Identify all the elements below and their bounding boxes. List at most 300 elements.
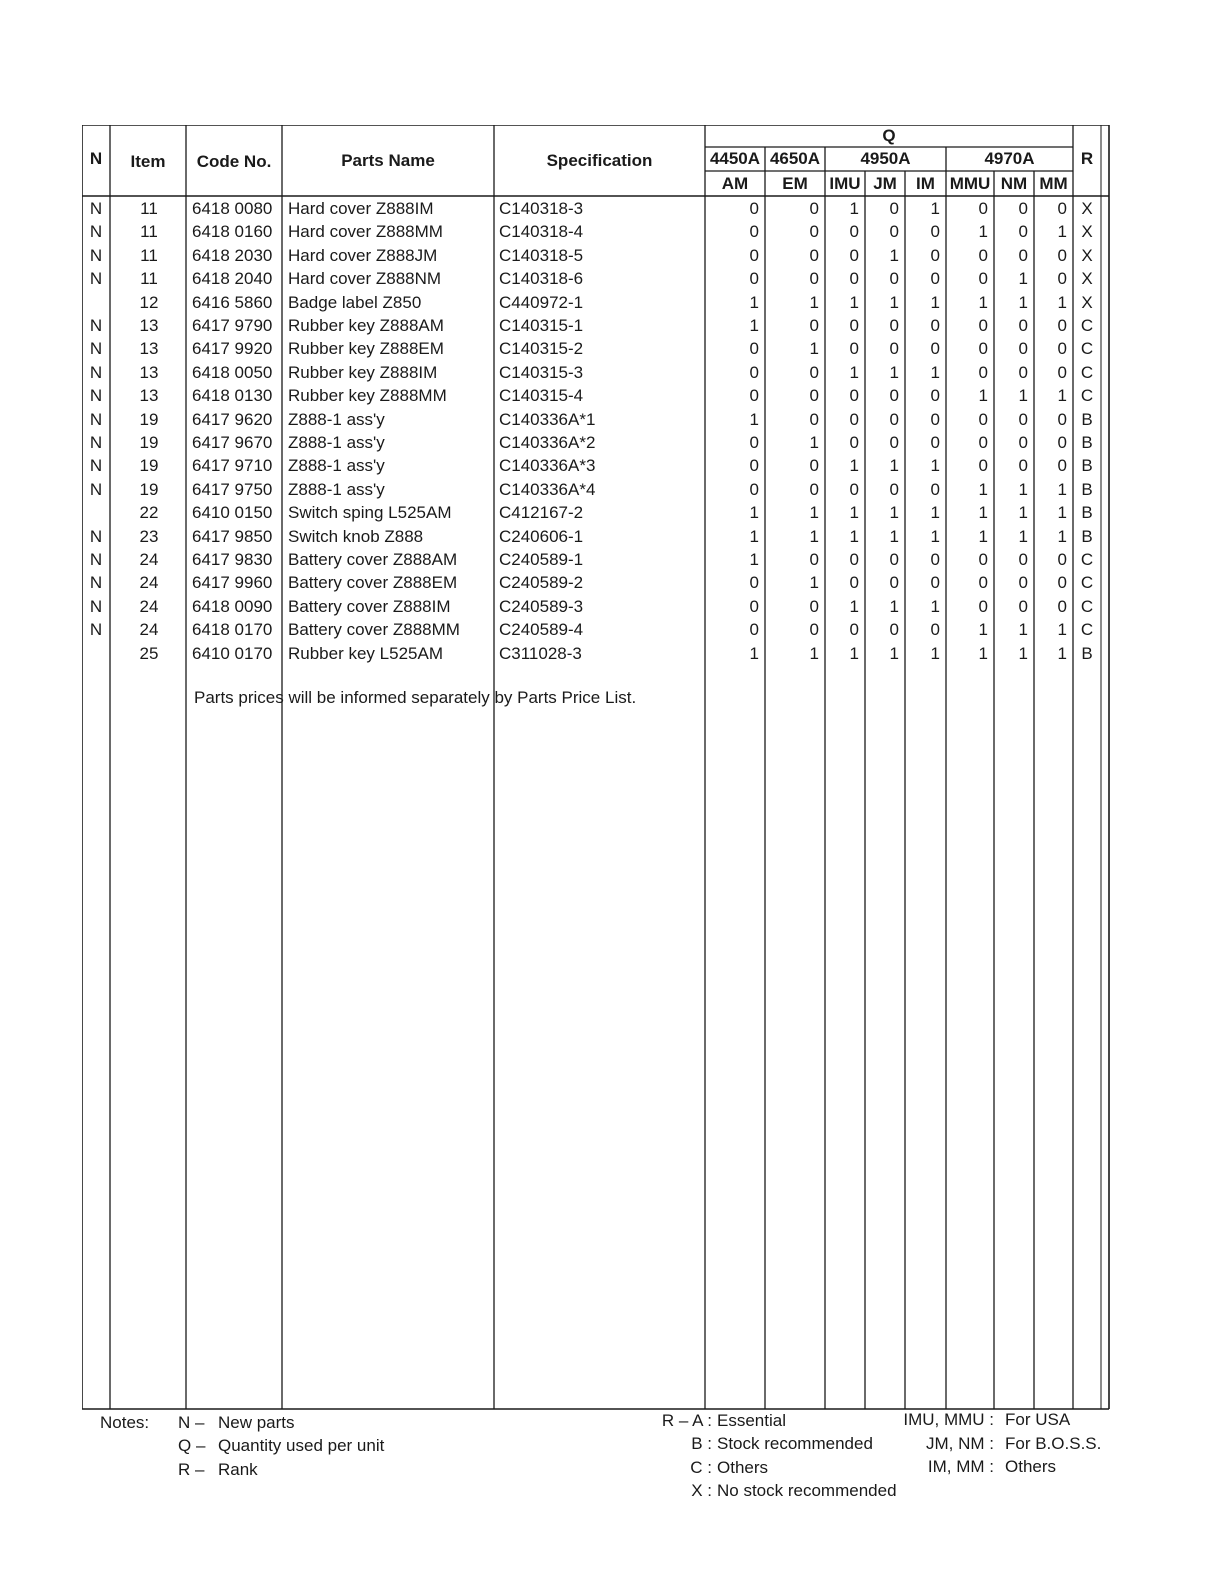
row-qty: 1 — [1057, 479, 1067, 499]
rank-text: Others — [717, 1458, 769, 1477]
header-variant-mmu: MMU — [949, 174, 991, 193]
row-parts-name: Battery cover Z888EM — [288, 573, 458, 593]
row-qty: 1 — [889, 526, 899, 546]
row-parts-name: Battery cover Z888AM — [288, 550, 458, 569]
row-qty: 0 — [749, 596, 759, 616]
row-qty: 0 — [849, 409, 859, 429]
row-item: 24 — [139, 596, 159, 616]
row-qty: 1 — [930, 456, 940, 476]
row-qty: 1 — [889, 643, 899, 663]
row-qty: 0 — [749, 245, 759, 265]
row-qty: 0 — [889, 339, 899, 359]
row-qty: 0 — [849, 339, 859, 359]
row-parts-name: Hard cover Z888JM — [288, 245, 438, 265]
row-specification: C440972-1 — [499, 292, 584, 312]
header-specification: Specification — [546, 151, 653, 170]
header-model-4970a: 4970A — [984, 149, 1035, 168]
header-variant-nm: NM — [1000, 174, 1028, 193]
row-qty: 0 — [978, 269, 988, 289]
row-parts-name: Hard cover Z888MM — [288, 222, 443, 242]
row-qty: 0 — [749, 222, 759, 242]
header-q: Q — [882, 126, 896, 145]
row-qty: 1 — [1018, 292, 1028, 312]
row-qty: 1 — [849, 643, 859, 663]
row-new-flag: N — [89, 526, 103, 546]
header-model-4650a: 4650A — [769, 149, 821, 168]
rank-text: Stock recommended — [717, 1434, 873, 1453]
row-qty: 0 — [930, 386, 940, 406]
row-rank: B — [1081, 479, 1093, 499]
row-parts-name: Z888-1 ass'y — [288, 479, 385, 499]
row-qty: 1 — [930, 503, 940, 523]
row-qty: 1 — [809, 643, 819, 663]
header-model-4450a: 4450A — [709, 149, 761, 168]
row-qty: 1 — [809, 503, 819, 523]
row-qty: 1 — [1057, 292, 1067, 312]
row-qty: 0 — [930, 245, 940, 265]
row-qty: 0 — [749, 573, 759, 593]
market-text: For USA — [1005, 1410, 1071, 1429]
row-qty: 1 — [889, 362, 899, 382]
row-qty: 0 — [749, 479, 759, 499]
row-qty: 1 — [849, 596, 859, 616]
row-qty: 0 — [889, 386, 899, 406]
row-specification: C140318-3 — [499, 199, 584, 218]
row-item: 13 — [139, 386, 159, 406]
row-code-no: 6417 9830 — [192, 550, 273, 569]
row-item: 13 — [139, 316, 159, 335]
row-code-no: 6418 0170 — [192, 620, 273, 640]
row-qty: 1 — [1018, 386, 1028, 406]
row-qty: 0 — [1057, 433, 1067, 452]
market-key: JM, NM : — [926, 1434, 994, 1453]
row-qty: 1 — [749, 409, 759, 429]
header-parts-name: Parts Name — [341, 151, 435, 170]
row-rank: X — [1081, 222, 1093, 242]
row-qty: 0 — [930, 573, 940, 593]
row-qty: 0 — [978, 339, 988, 359]
row-parts-name: Z888-1 ass'y — [288, 456, 385, 476]
header-variant-em: EM — [782, 174, 808, 193]
row-qty: 0 — [930, 269, 940, 289]
row-qty: 0 — [930, 222, 940, 242]
row-specification: C140336A*4 — [499, 479, 596, 499]
header-r: R — [1080, 149, 1094, 168]
row-code-no: 6416 5860 — [192, 292, 273, 312]
row-qty: 0 — [978, 199, 988, 218]
row-qty: 0 — [978, 362, 988, 382]
row-qty: 1 — [749, 643, 759, 663]
row-item: 19 — [139, 433, 159, 452]
row-parts-name: Rubber key Z888MM — [288, 386, 447, 406]
row-qty: 0 — [930, 316, 940, 335]
row-qty: 0 — [749, 199, 759, 218]
row-rank: B — [1081, 503, 1093, 523]
row-qty: 0 — [978, 573, 988, 593]
row-qty: 0 — [930, 479, 940, 499]
row-qty: 1 — [1057, 643, 1067, 663]
row-qty: 1 — [849, 503, 859, 523]
row-new-flag: N — [89, 339, 103, 359]
legend-key: Q – — [178, 1436, 206, 1455]
row-qty: 1 — [849, 292, 859, 312]
row-new-flag: N — [89, 199, 103, 218]
row-qty: 0 — [809, 199, 819, 218]
header-n: N — [89, 149, 103, 168]
header-model-4950a: 4950A — [860, 149, 911, 168]
row-qty: 0 — [849, 550, 859, 569]
row-qty: 0 — [849, 433, 859, 452]
row-qty: 1 — [889, 596, 899, 616]
row-qty: 1 — [889, 456, 899, 476]
row-new-flag: N — [89, 362, 103, 382]
rank-key: X : — [691, 1481, 712, 1500]
row-code-no: 6417 9750 — [192, 479, 273, 499]
row-item: 23 — [139, 526, 159, 546]
legend-text: Quantity used per unit — [218, 1436, 385, 1455]
row-rank: C — [1080, 362, 1094, 382]
legend-text: Rank — [218, 1460, 258, 1479]
row-qty: 0 — [978, 596, 988, 616]
row-qty: 0 — [889, 316, 899, 335]
legend-key: R – — [178, 1460, 205, 1479]
row-new-flag: N — [89, 386, 103, 406]
notes-label: Notes: — [100, 1413, 150, 1432]
row-qty: 0 — [889, 479, 899, 499]
row-parts-name: Z888-1 ass'y — [288, 433, 385, 452]
row-qty: 0 — [1057, 245, 1067, 265]
row-qty: 0 — [809, 550, 819, 569]
row-qty: 1 — [1018, 643, 1028, 663]
row-specification: C240606-1 — [499, 526, 584, 546]
row-rank: B — [1081, 456, 1093, 476]
row-qty: 1 — [1018, 479, 1028, 499]
row-rank: B — [1081, 643, 1093, 663]
row-parts-name: Badge label Z850 — [288, 292, 422, 312]
row-rank: C — [1080, 573, 1094, 593]
row-code-no: 6417 9960 — [192, 573, 273, 593]
rank-key: R – A : — [661, 1411, 712, 1430]
row-qty: 0 — [978, 409, 988, 429]
row-qty: 0 — [889, 199, 899, 218]
row-qty: 1 — [849, 526, 859, 546]
row-qty: 0 — [1018, 362, 1028, 382]
row-specification: C240589-1 — [499, 550, 584, 569]
row-new-flag: N — [89, 620, 103, 640]
row-parts-name: Battery cover Z888MM — [288, 620, 460, 640]
row-code-no: 6418 0160 — [192, 222, 273, 242]
row-qty: 0 — [809, 269, 819, 289]
row-qty: 0 — [1057, 362, 1067, 382]
row-qty: 0 — [849, 479, 859, 499]
row-qty: 1 — [978, 503, 988, 523]
row-rank: C — [1080, 339, 1094, 359]
row-code-no: 6418 0050 — [192, 362, 273, 382]
row-item: 24 — [139, 620, 159, 640]
row-rank: B — [1081, 433, 1093, 452]
row-new-flag: N — [89, 433, 103, 452]
row-qty: 0 — [849, 620, 859, 640]
row-item: 12 — [139, 292, 159, 312]
row-qty: 0 — [849, 316, 859, 335]
row-item: 19 — [139, 456, 159, 476]
legend-key: N – — [178, 1413, 205, 1432]
row-rank: C — [1080, 620, 1094, 640]
row-qty: 1 — [1057, 620, 1067, 640]
row-qty: 1 — [749, 316, 759, 335]
header-code-no: Code No. — [196, 152, 272, 171]
row-qty: 0 — [809, 245, 819, 265]
row-qty: 1 — [930, 199, 940, 218]
rank-text: Essential — [717, 1411, 786, 1430]
parts-table — [82, 125, 1110, 1410]
row-qty: 0 — [978, 316, 988, 335]
row-item: 11 — [140, 199, 158, 218]
row-code-no: 6418 0130 — [192, 386, 273, 406]
row-qty: 0 — [1057, 409, 1067, 429]
row-qty: 0 — [849, 245, 859, 265]
row-code-no: 6418 0080 — [192, 199, 273, 218]
row-qty: 1 — [809, 526, 819, 546]
row-qty: 0 — [849, 386, 859, 406]
row-specification: C140315-3 — [499, 362, 584, 382]
row-qty: 0 — [1057, 269, 1067, 289]
row-qty: 1 — [978, 222, 988, 242]
row-rank: C — [1080, 386, 1094, 406]
row-specification: C140315-4 — [499, 386, 584, 406]
row-specification: C140315-1 — [499, 316, 584, 335]
row-qty: 0 — [889, 550, 899, 569]
row-qty: 0 — [749, 386, 759, 406]
row-new-flag: N — [89, 479, 103, 499]
row-qty: 0 — [978, 550, 988, 569]
row-qty: 1 — [978, 620, 988, 640]
row-qty: 1 — [849, 456, 859, 476]
row-qty: 0 — [1057, 596, 1067, 616]
row-item: 24 — [139, 550, 159, 569]
row-qty: 0 — [930, 433, 940, 452]
row-rank: X — [1081, 199, 1093, 218]
row-code-no: 6410 0150 — [192, 503, 273, 523]
header-variant-mm: MM — [1039, 174, 1068, 193]
row-qty: 1 — [978, 643, 988, 663]
row-item: 19 — [139, 409, 159, 429]
row-qty: 0 — [749, 433, 759, 452]
row-qty: 1 — [809, 573, 819, 593]
row-specification: C140336A*3 — [499, 456, 596, 476]
row-parts-name: Rubber key Z888AM — [288, 316, 444, 335]
row-qty: 1 — [889, 245, 899, 265]
row-rank: X — [1081, 245, 1093, 265]
row-qty: 0 — [1018, 550, 1028, 569]
header-variant-jm: JM — [873, 174, 897, 193]
row-code-no: 6417 9790 — [192, 316, 273, 335]
row-qty: 0 — [889, 409, 899, 429]
row-parts-name: Switch sping L525AM — [288, 503, 452, 523]
row-parts-name: Rubber key Z888IM — [288, 362, 438, 382]
row-qty: 0 — [1057, 316, 1067, 335]
row-qty: 0 — [809, 479, 819, 499]
row-qty: 1 — [1018, 526, 1028, 546]
row-qty: 0 — [1018, 222, 1028, 242]
market-text: For B.O.S.S. — [1005, 1434, 1102, 1453]
row-rank: B — [1081, 409, 1093, 429]
row-item: 22 — [139, 503, 159, 523]
market-text: Others — [1005, 1457, 1057, 1476]
row-code-no: 6418 2040 — [192, 269, 273, 289]
row-qty: 1 — [809, 339, 819, 359]
row-qty: 0 — [1018, 199, 1028, 218]
row-qty: 0 — [749, 269, 759, 289]
row-qty: 0 — [1018, 339, 1028, 359]
row-rank: C — [1080, 316, 1094, 335]
row-qty: 0 — [849, 573, 859, 593]
row-qty: 1 — [889, 292, 899, 312]
row-item: 13 — [139, 362, 159, 382]
row-qty: 0 — [1057, 573, 1067, 593]
row-new-flag: N — [89, 550, 103, 569]
row-qty: 0 — [978, 456, 988, 476]
row-qty: 0 — [809, 362, 819, 382]
row-code-no: 6417 9920 — [192, 339, 273, 359]
row-item: 11 — [140, 269, 158, 289]
row-new-flag: N — [89, 222, 103, 242]
row-qty: 0 — [889, 222, 899, 242]
header-variant-am: AM — [721, 174, 749, 193]
row-qty: 1 — [1057, 222, 1067, 242]
row-qty: 0 — [889, 573, 899, 593]
row-qty: 0 — [930, 620, 940, 640]
row-rank: B — [1081, 526, 1093, 546]
row-code-no: 6417 9850 — [192, 526, 273, 546]
row-qty: 1 — [1057, 503, 1067, 523]
header-variant-im: IM — [916, 174, 935, 193]
header-variant-imu: IMU — [829, 174, 861, 193]
row-parts-name: Z888-1 ass'y — [288, 409, 385, 429]
row-qty: 1 — [978, 386, 988, 406]
row-qty: 0 — [809, 222, 819, 242]
row-qty: 1 — [978, 292, 988, 312]
row-code-no: 6410 0170 — [192, 643, 273, 663]
row-specification: C140318-5 — [499, 245, 584, 265]
price-note: Parts prices will be informed separately by Parts Price List. — [194, 688, 637, 707]
row-code-no: 6417 9620 — [192, 409, 273, 429]
row-qty: 0 — [930, 409, 940, 429]
row-qty: 0 — [749, 456, 759, 476]
row-specification: C140315-2 — [499, 339, 584, 359]
row-rank: C — [1080, 596, 1094, 616]
legend-text: New parts — [218, 1413, 295, 1432]
row-qty: 0 — [849, 269, 859, 289]
row-qty: 1 — [749, 292, 759, 312]
row-qty: 0 — [1018, 456, 1028, 476]
row-rank: X — [1081, 269, 1093, 289]
row-specification: C140336A*1 — [499, 409, 596, 429]
row-parts-name: Hard cover Z888NM — [288, 269, 442, 289]
row-qty: 0 — [889, 433, 899, 452]
row-specification: C140318-4 — [499, 222, 584, 242]
row-qty: 1 — [749, 503, 759, 523]
row-qty: 0 — [809, 456, 819, 476]
row-qty: 1 — [1018, 503, 1028, 523]
row-qty: 1 — [889, 503, 899, 523]
row-qty: 0 — [978, 245, 988, 265]
row-qty: 1 — [1018, 620, 1028, 640]
row-qty: 1 — [749, 550, 759, 569]
row-qty: 1 — [749, 526, 759, 546]
row-code-no: 6417 9710 — [192, 456, 273, 476]
row-new-flag: N — [89, 409, 103, 429]
row-qty: 1 — [809, 292, 819, 312]
row-qty: 1 — [930, 362, 940, 382]
row-new-flag: N — [89, 596, 103, 616]
row-specification: C240589-2 — [499, 573, 584, 593]
row-item: 11 — [140, 222, 158, 242]
row-qty: 0 — [749, 620, 759, 640]
row-qty: 1 — [809, 433, 819, 452]
row-qty: 0 — [749, 339, 759, 359]
row-specification: C240589-4 — [499, 620, 584, 640]
row-qty: 0 — [809, 409, 819, 429]
row-parts-name: Battery cover Z888IM — [288, 596, 451, 616]
row-qty: 0 — [1018, 596, 1028, 616]
row-qty: 0 — [889, 620, 899, 640]
row-qty: 0 — [809, 316, 819, 335]
row-qty: 0 — [1018, 433, 1028, 452]
row-item: 13 — [139, 339, 159, 359]
rank-key: B : — [691, 1434, 712, 1453]
row-qty: 0 — [809, 596, 819, 616]
row-qty: 0 — [1057, 550, 1067, 569]
row-parts-name: Switch knob Z888 — [288, 526, 424, 546]
row-rank: X — [1081, 292, 1093, 312]
row-specification: C140318-6 — [499, 269, 584, 289]
row-qty: 0 — [978, 433, 988, 452]
row-item: 25 — [139, 643, 159, 663]
row-specification: C140336A*2 — [499, 433, 596, 452]
rank-text: No stock recommended — [717, 1481, 897, 1500]
row-specification: C412167-2 — [499, 503, 584, 523]
row-new-flag: N — [89, 269, 103, 289]
row-qty: 1 — [1057, 526, 1067, 546]
row-parts-name: Rubber key Z888EM — [288, 339, 444, 359]
row-item: 11 — [140, 245, 158, 265]
row-qty: 1 — [978, 526, 988, 546]
row-code-no: 6418 2030 — [192, 245, 273, 265]
row-qty: 0 — [1018, 409, 1028, 429]
row-new-flag: N — [89, 456, 103, 476]
row-qty: 0 — [1057, 456, 1067, 476]
row-qty: 1 — [930, 596, 940, 616]
row-parts-name: Hard cover Z888IM — [288, 199, 434, 218]
row-qty: 1 — [1057, 386, 1067, 406]
row-parts-name: Rubber key L525AM — [288, 643, 443, 663]
row-qty: 0 — [809, 620, 819, 640]
row-qty: 0 — [1018, 316, 1028, 335]
row-item: 19 — [139, 479, 159, 499]
row-qty: 1 — [930, 643, 940, 663]
row-qty: 1 — [978, 479, 988, 499]
row-qty: 0 — [809, 386, 819, 406]
row-new-flag: N — [89, 245, 103, 265]
row-code-no: 6418 0090 — [192, 596, 273, 616]
row-qty: 0 — [1057, 339, 1067, 359]
row-qty: 1 — [1018, 269, 1028, 289]
row-qty: 0 — [1018, 573, 1028, 593]
row-qty: 1 — [849, 362, 859, 382]
row-qty: 0 — [930, 550, 940, 569]
row-qty: 0 — [1057, 199, 1067, 218]
